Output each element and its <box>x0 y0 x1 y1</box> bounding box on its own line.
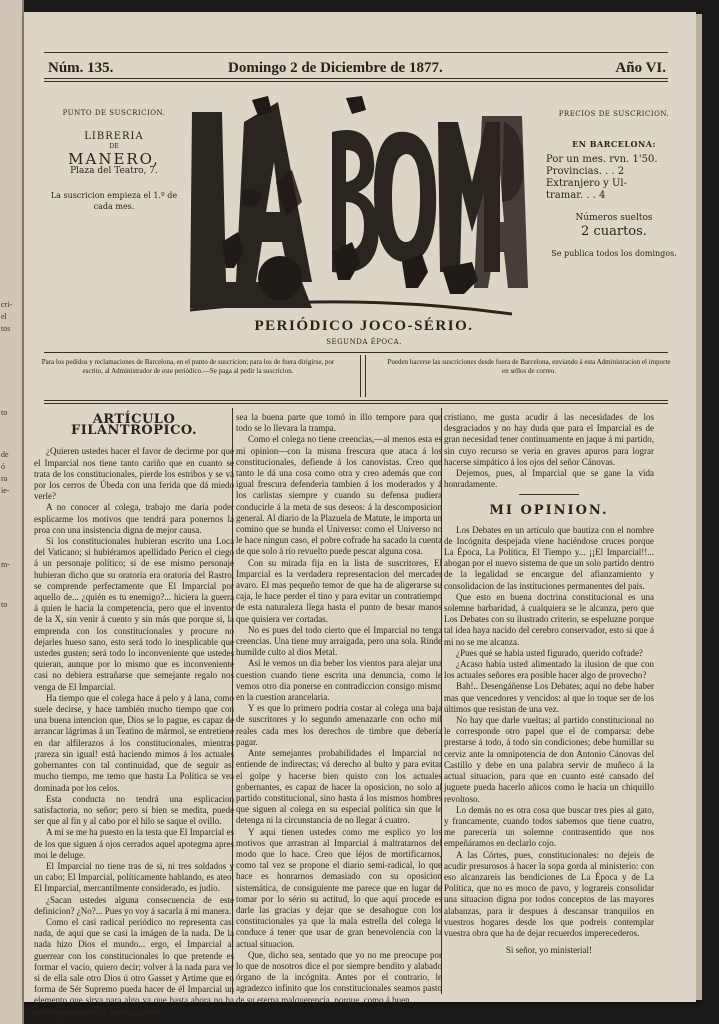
article-paragraph: ¿Quieren ustedes hacer el favor de decirme por qué el Imparcial nos tiene tanto cariño que en cuanto se trata de los constitucionales, pierde los estribos y se vá por los cerros de Úbeda con una ferida que dá miedo verle? <box>34 446 234 502</box>
issue-year: Año VI. <box>615 60 666 76</box>
article-paragraph: Esta conducta no tendrá una esplicacion satisfactoria, no señor; pero sí bien se medita, puede ser que al fin y al cabo por el hilo se saque el ovillo. <box>34 793 234 827</box>
masthead-bottom-rule <box>44 78 668 79</box>
column-3 <box>444 412 654 992</box>
page-edge <box>696 14 702 1000</box>
article-paragraph: Bah!.. Desengáñense Los Debates; aquí no debe haber mas que vencedores y vencidos: al que lo toque ser de los últimos que resistan de una vez. <box>444 681 654 714</box>
publication-frequency: Se publica todos los domingos. <box>551 249 677 258</box>
newspaper-epoch: SEGUNDA ÉPOCA. <box>326 338 402 346</box>
newspaper-subtitle: PERIÓDICO JOCO-SÉRIO. <box>254 318 474 334</box>
article-paragraph: ¿Pues qué se habia usted figurado, querido cofrade? <box>456 647 643 658</box>
newspaper-page <box>24 12 696 1017</box>
article-paragraph: Así le vemos un dia beber los vientos para alejar una cuestion cuando tiene escrita una denuncia, como le vemos otro dia ponerse en contradiccion consigo mismo en la cuestion arancelaria. <box>236 658 442 703</box>
price-line: Extranjero y Ul- <box>546 178 627 189</box>
column-2 <box>236 412 442 1005</box>
article-paragraph: Y aquí tienen ustedes como me esplico yo los motivos que arrastran al Imparcial á maltratarnos del modo que lo hace. Creo que léjos de mortificarnos, como tal vez se propone el diario semi-radical, lo que hace es honrarnos demasiado con su oposicion sistemática, de consiguiente me parece que en lugar de tomar por lo sério su actitud, lo que aquí procede es darle las gracias y dejar que se desahogue con los constitucionales ya que la mala estrella del colega le conduce á tener que usar de gran benevolencia con la actual situacion. <box>236 826 442 949</box>
article-signature: Si señor, yo ministerial! <box>505 945 593 956</box>
article-paragraph: ¿Acaso habia usted alimentado la ilusion de que con los actuales señores era posible hacer algo de provecho? <box>444 659 654 681</box>
article-paragraph: A no conocer al colega, trabajo me daria poder esplicarme los motivos que tendrá para ponernos la proa con una insistencia digna de mejor causa. <box>34 502 234 535</box>
article-paragraph: Dejemos, pues, al Imparcial que se gane la vida honradamente. <box>444 468 654 490</box>
article-paragraph: A mí se me ha puesto en la testa que El Imparcial es de los que siguen á ojos cerrados aquel apotegma apres moi le deluge. <box>34 827 234 860</box>
notice-bottom-rule-2 <box>44 403 668 404</box>
article-paragraph: Ante semejantes probabilidades el Imparcial no entiende de indirectas; vá derecho al bulto y para evitar el golpe y hacerse bien quisto con los actuales gobernantes, es capaz de hacer la oposicion, no solo al partido constitucional, sino hasta á los mismos hombres que siguen al colega en su especial política sin que le detenga ni la circunstancia de no llegar á cuatro. <box>236 748 442 826</box>
article-paragraph: Si los constitucionales hubieran escrito una Loca del Vaticano; si hubiéramos apellidado Perico el ciego á un personaje político; si de ese mismo personaje hubieran dicho que su oratoria era oratoria del Rastro, se comprende perfectamente que El Imparcial por aquello de... ¿quién es tu enemigo?... hiciera la guerra á quien le hacía la competencia, pero que el inventor de la X, sin venir á cuento y sin más que porque sí, la emprenda con los constitucionales y procure no dejarles hueso sano, esto será todo lo inesplicable que ustedes gusten; será todo lo inconveniente que ustedes quieran, aunque por lo mismo que es inconveniente casi no debiera estrañarse que semejante regalo nos venga de El Imparcial. <box>34 536 234 692</box>
article-paragraph: Y es que lo primero podria costar al colega una baja de suscritores y lo segundo amenazarle con ocho mil reales cada mes los derechos de timbre que debería pagar. <box>236 703 442 747</box>
article-paragraph: Como el casi radical periódico no representa casi nada, de aquí que se casi la imágen de la nada. De la nada hizo Dios el mundo... ergo, el Imparcial al guerrear con los constitucionales lo que pretende es formar el vacío, quiero decir; volver á la nada para ver si de ella sale otro Dios ú otro Gasset y Artime que en forma de Sér Supremo pueda hacer de él Imparcial un elemento que sirva para algo ya que hasta ahora no ha servido para maldita la cosa, salvo <box>34 916 234 1017</box>
library-label: LIBRERIA <box>84 131 144 142</box>
article-paragraph: Los Debates en un artículo que bautiza con el nombre de Incógnita despejada viene haciéndose cruces porque La Época, La Política, El Tiempo y... ¡¡El Imparcial!!... abogan por el nuevo sistema de que un solo partido dentro de la legalidad se encargue del afianzamiento y consolidacion de las instituciones permanentes del país. <box>444 524 654 591</box>
article-paragraph: A las Córtes, pues, constitucionales: no dejeis de acudir presurosos á hacer la sopa gorda al ministerio: con eso alcanzareis las bendiciones de La Época y de La Política, que no es moco de pavo, y lograreis consolidar una situacion digna por todos conceptos de las mayores alabanzas, para ir despues á descansar tranquilos en vuestros hogares desde los que podreis contemplar vuestra obra que ha de dejar recuerdos imperecederos. <box>444 849 654 938</box>
article-paragraph: Como el colega no tiene creencias,—al menos esta es mi opinion—con la misma frescura que ataca á los constitucionales, defiende á los canovistas. Creo que tanto le dá una cosa como otra y creo además que con igual frescura defenderia tambien á los moderados y á los carlistas siempre y cuando su defensa pudiera conducirle á la meta de sus deseos: á la descomposicion general. Al diario de la Plazuela de Matute, le importa un comino que se hunda el Universo: como el Universo no le hace ningun caso, el pobre cofrade ha sacado la cuenta de que solo á río revuelto puede pescar alguna cosa. <box>236 434 442 557</box>
subscription-point-heading: PUNTO DE SUSCRICION. <box>62 109 166 117</box>
shop-name: MANERO, <box>68 150 160 168</box>
article-paragraph: cristiano, me gusta acudir á las necesidades de los desgraciados y no hay duda que para el Imparcial es de gran necesidad tener continuamente en jaque á mi partido, sin cuyo recurso se veria en graves apuros para lograr hacerse simpático á los ojos del señor Cánovas. <box>444 412 654 467</box>
shop-address: Plaza del Teatro, 7. <box>70 166 158 176</box>
article-paragraph: Que esto en buena doctrina constitucional es una solemne barbaridad, á cualquiera se le alcanza, pero que Los Debates con su ilustrado criterio, se espeluzne porque tal idea haya nacido del cerebro conservador, esto si que á mí no se me alcanza. <box>444 591 654 647</box>
article-paragraph: Que, dicho sea, sentado que yo no me preocupe por lo que de nosotros dice el por siempre bendito y alabado órgano de la incógnita. Antes por el contrario, le agradezco infinito que los constitucionales seamos pasto de su eterna malquerencia, porque, como á buen <box>236 949 442 1005</box>
article-title: ARTÍCULO FILANTRÓPICO. <box>70 412 197 439</box>
masthead-row <box>48 60 666 80</box>
price-line: Por un mes. rvn. 1'50. <box>546 154 658 165</box>
article-paragraph: ¿Sacan ustedes alguna consecuencia de este definicion? ¿No?... Pues yo voy á sacarla á mi manera. <box>34 894 234 916</box>
price-line: Provincias. . . 2 <box>546 166 625 177</box>
single-issues-label: Números sueltos <box>575 213 653 223</box>
article-paragraph: Lo demás no es otra cosa que buscar tres pies al gato, y francamente, cuando todos sabemos que tiene cuatro, me parecería un solemne contrasentido que nos empeñáramos en declarlo cojo. <box>444 804 654 849</box>
article-paragraph: Con su mirada fija en la lista de suscritores, El Imparcial es la verdadera representacion del mercader avaro. El mas pequeño temor de que ha de aligerarse su caja, le hace perder el tino y para evitar un contratiempo de esta naturaleza llega hasta el punto de besar manos que quisiera ver cortadas. <box>236 557 442 624</box>
article-paragraph: sea la buena parte que tomó in illo tempore para que todo se lo llevara la trampa. <box>236 412 442 434</box>
library-de: DE <box>109 143 119 150</box>
issue-date: Domingo 2 de Diciembre de 1877. <box>228 60 443 76</box>
article-title: MI OPINION. <box>489 503 609 519</box>
subscription-point <box>44 108 184 212</box>
price-line: tramar. . . 4 <box>546 190 606 201</box>
la-bomba-logo <box>182 92 528 320</box>
notice-subscriptions: Pueden hacerse las suscriciones desde fuera de Barcelona, enviando á esta Administracion el importe en sellos de correo. <box>387 358 671 375</box>
issue-number: Núm. 135. <box>48 60 114 76</box>
single-issue-price: 2 cuartos. <box>581 224 647 239</box>
subscription-prices <box>544 108 684 260</box>
article-paragraph: El Imparcial no tiene tras de sí, ni tres soldados y un cabo; El Imparcial, políticamente hablando, es ateo; El Imparcial, mercantilmente considerado, es judío. <box>34 860 234 894</box>
previous-page-strip: cri- el tos to de ó ra ie- m- to <box>0 0 24 1024</box>
prices-city: EN BARCELONA: <box>572 139 656 149</box>
masthead-bottom-rule-2 <box>44 81 668 82</box>
column-1 <box>34 412 234 1017</box>
notice-orders: Para los pedidos y reclamaciones de Barcelona, en el punto de suscricion; para los de fuera dirigirse, por escrito, al Administrador de este periódico.—Se paga al pedir la suscricion. <box>41 358 335 375</box>
notice-bottom-rule <box>44 400 668 401</box>
masthead-top-rule <box>44 52 668 53</box>
article-paragraph: No es pues del todo cierto que el Imparcial no tenga creencias. Una tiene muy arraigada, pero una sola. Rinde humilde culto al dios Metal. <box>236 624 442 658</box>
notice-top-rule <box>44 352 668 353</box>
subscription-start-note: La suscricion empieza el 1.º de cada mes. <box>50 191 178 211</box>
prices-heading: PRECIOS DE SUSCRICION. <box>558 110 670 118</box>
notice-divider <box>360 355 366 397</box>
section-rule <box>519 494 579 495</box>
article-paragraph: Ha tiempo que el colega hace á pelo y á lana, como suele decirse, y hace también mucho tiempo que con una buena intencion que, Dios se lo pague, es capaz de arrancar lágrimas á un Teatino de mármol, se entretiene en dar alfilerazos á los constitucionales, mientras ¡rareza sin igual! está haciendo mimos á los actuales gobernantes con tal continuidad, que de seguir así mucho tiempo, me temo que hasta La Política se vea dominada por los celos. <box>34 692 234 793</box>
article-paragraph: No hay que darle vueltas; al partido constitucional no le corresponde otro papel que el de comparsa: debe prestarse á todo, á todo sin condiciones; debe humillar su cerviz ante la omnipotencia de don Antonio Cánovas del Castillo y debe en una palabra servir de muñeco á la actual situacion, para que en cuanto esté cansado del juguete pueda hacerlo añicos como le hacia un chiquillo revoltoso. <box>444 715 654 804</box>
